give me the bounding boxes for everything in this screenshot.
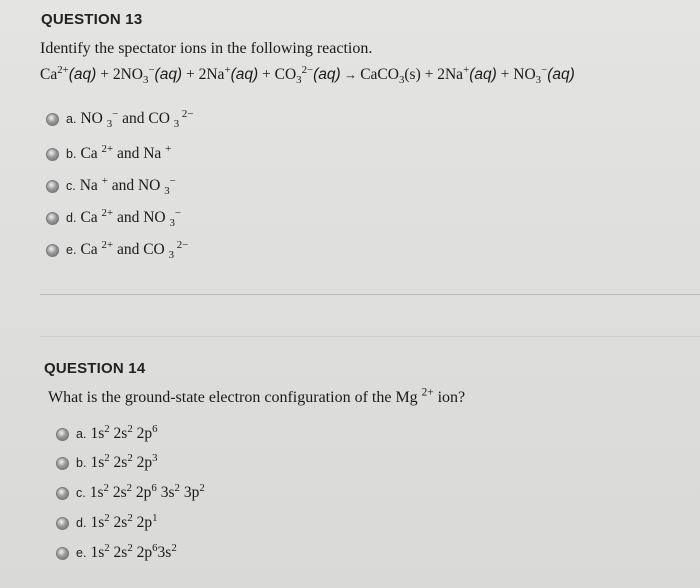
- option-text: Ca $^{2+}$ and Na +: [80, 142, 172, 162]
- question-14-stem: What is the ground-state electron configuration of the Mg $^{2+}$ ion?: [48, 386, 466, 406]
- q14-option-a[interactable]: [56, 422, 158, 443]
- option-letter: a.: [76, 427, 87, 441]
- option-text: $1s^2$ $2s^2$ $2p^6$ $3s^2$ $3p^2$: [89, 481, 205, 501]
- option-text: Ca $^{2+}$ and NO $_3$−: [80, 206, 182, 230]
- eq-no3b: + NO: [496, 66, 536, 83]
- eq-no3: + 2NO: [96, 66, 143, 83]
- radio-button[interactable]: [46, 148, 59, 161]
- q14-option-d[interactable]: [56, 511, 158, 532]
- option-text: Ca $^{2+}$ and CO $_3$ $^{2-}$: [80, 238, 189, 262]
- eq-na2-charge: +: [463, 63, 470, 76]
- option-letter: e.: [76, 546, 87, 560]
- question-divider: [40, 294, 700, 295]
- radio-button[interactable]: [46, 113, 59, 126]
- radio-button[interactable]: [56, 517, 69, 530]
- eq-solid: (s): [404, 66, 421, 83]
- question-14-title: QUESTION 14: [44, 360, 146, 377]
- question-13-title: QUESTION 13: [41, 11, 143, 28]
- eq-aq: (aq): [547, 66, 575, 83]
- reaction-arrow: →: [340, 67, 361, 82]
- eq-no3b-charge: −: [541, 63, 548, 76]
- eq-aq: (aq): [68, 66, 97, 83]
- eq-aq: (aq): [469, 66, 497, 83]
- q13-option-a[interactable]: [46, 107, 194, 131]
- radio-button[interactable]: [56, 457, 69, 470]
- radio-button[interactable]: [46, 244, 59, 257]
- option-letter: a.: [66, 112, 77, 126]
- radio-button[interactable]: [46, 212, 59, 225]
- option-letter: d.: [66, 211, 77, 225]
- eq-aq: (aq): [154, 66, 183, 83]
- question-divider: [40, 336, 700, 337]
- option-letter: b.: [76, 456, 87, 470]
- radio-button[interactable]: [56, 487, 69, 500]
- q14-option-b[interactable]: [56, 451, 158, 472]
- option-letter: b.: [66, 147, 77, 161]
- question-13-stem: Identify the spectator ions in the following reaction.: [40, 40, 373, 57]
- option-letter: c.: [66, 179, 76, 193]
- eq-aq: (aq): [230, 66, 259, 83]
- q13-option-e[interactable]: [46, 238, 189, 262]
- eq-ca: Ca: [40, 66, 58, 83]
- q13-option-d[interactable]: [46, 206, 182, 230]
- option-text: $1s^2$ $2s^2$ $2p^1$: [90, 511, 158, 531]
- option-letter: d.: [76, 516, 87, 530]
- eq-no3b-sub: 3: [535, 74, 542, 87]
- eq-no3-sub: 3: [142, 74, 149, 87]
- option-text: Na + and NO $_3$−: [79, 174, 176, 198]
- q13-option-c[interactable]: [46, 174, 176, 198]
- eq-ca-charge: 2+: [57, 63, 69, 76]
- radio-button[interactable]: [46, 180, 59, 193]
- q14-option-e[interactable]: [56, 541, 177, 562]
- eq-na: + 2Na: [182, 66, 225, 83]
- eq-na2: + 2Na: [420, 66, 464, 83]
- eq-caco3: CaCO: [360, 66, 399, 83]
- eq-na-charge: +: [224, 63, 231, 76]
- option-letter: e.: [66, 243, 77, 257]
- option-letter: c.: [76, 486, 86, 500]
- radio-button[interactable]: [56, 428, 69, 441]
- option-text: $1s^2$ $2s^2$ $2p^63s^2$: [90, 541, 177, 561]
- eq-co3: + CO: [258, 66, 297, 83]
- eq-no3-charge: −: [148, 63, 155, 76]
- eq-caco3-sub: 3: [398, 74, 405, 87]
- q14-option-c[interactable]: [56, 481, 205, 502]
- option-text: $1s^2$ $2s^2$ $2p^3$: [90, 451, 158, 471]
- eq-co3-charge: 2−: [301, 63, 314, 76]
- q13-option-b[interactable]: [46, 142, 172, 163]
- option-text: NO $_3$− and CO $_3$ $^{2-}$: [80, 107, 194, 131]
- reaction-equation: [40, 63, 575, 87]
- eq-co3-sub: 3: [296, 74, 302, 87]
- eq-aq: (aq): [313, 66, 341, 83]
- radio-button[interactable]: [56, 547, 69, 560]
- option-text: $1s^2$ $2s^2$ $2p^6$: [90, 422, 158, 442]
